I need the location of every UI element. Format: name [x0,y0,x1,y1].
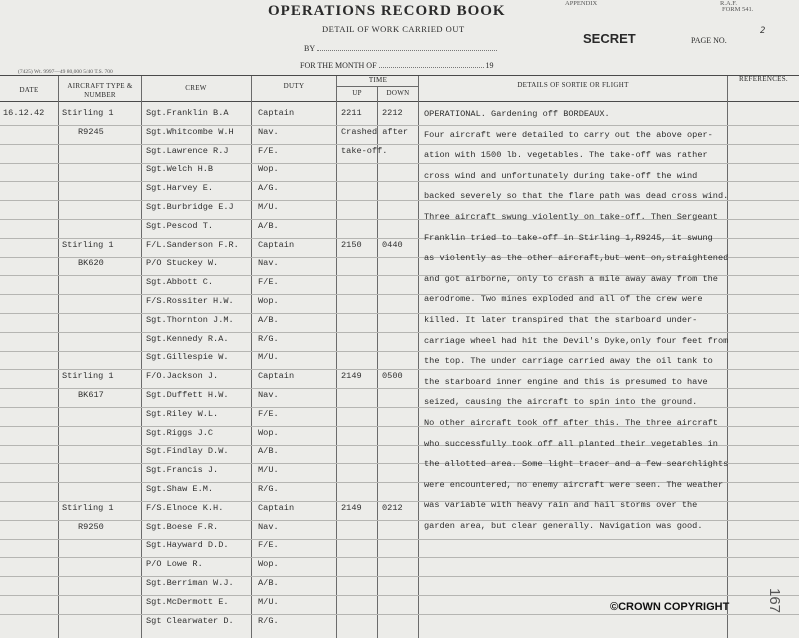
aircraft-cell: BK617 [78,390,104,400]
column-aircraft: AIRCRAFT TYPE & NUMBER [67,82,133,99]
crew-cell: Sgt.Lawrence R.J [146,145,229,156]
page-title: OPERATIONS RECORD BOOK [268,3,506,19]
page-number: 2 [760,26,766,36]
crew-cell: Sgt.Harvey E. [146,183,214,194]
details-line: were encountered, no enemy aircraft were seen. The weather [424,479,724,490]
duty-cell: Wop. [258,559,279,570]
crew-cell: F/S.Rossiter H.W. [146,296,234,306]
crew-cell: F/O.Jackson J. [146,371,219,382]
crew-cell: P/O Stuckey W. [146,258,219,269]
details-line: No other aircraft took off after this. The three aircraft [424,417,718,428]
aircraft-cell: BK620 [78,258,104,269]
details-line: the top. The under carriage carried away the oil tank to [424,356,713,367]
form-label: FORM 541. [722,6,754,13]
details-line: aerodrome. Two mines exploded and all of the crew were [424,294,703,305]
details-line: carriage wheel had hit the Devil's Dyke,only four feet from [424,335,729,346]
details-line: killed. It later transpired that the starboard under- [424,314,698,325]
duty-cell: F/E. [258,145,279,156]
details-line: backed severely so that the flare path was dead cross wind. [424,191,729,202]
page-subtitle: DETAIL OF WORK CARRIED OUT [322,24,465,34]
column-up: UP [352,89,362,97]
details-line: ation with 1500 lb. vegetables. The take-off was rather [424,150,708,161]
by-label: BY [304,44,497,53]
time-up-cell: 2149 [341,502,362,513]
raf-label: R.A.F. [720,0,737,7]
month-label: FOR THE MONTH OF 19 [300,61,494,70]
details-line: who successfully took off all planted their vegetables in [424,438,718,449]
crew-cell: Sgt.Pescod T. [146,220,214,231]
appendix-label: APPENDIX [565,0,598,7]
duty-cell: M/U. [258,352,279,363]
row-rule [0,576,799,577]
sortie-details [424,104,794,536]
details-line: as violently as the other aircraft,but went on,straightened [424,253,729,264]
crew-cell: Sgt.Riggs J.C [146,427,214,438]
column-down: DOWN [386,89,410,97]
details-line: and got airborne, only to crash a mile away away from the [424,273,718,284]
col-rule [141,76,142,638]
duty-cell: F/E. [258,408,279,419]
col-rule [336,76,337,638]
aircraft-cell: Stirling 1 [62,502,114,513]
details-line: the allotted area. Some light tracer and a few searchlights [424,459,729,470]
col-rule [418,76,419,638]
details-line: Franklin tried to take-off in Stirling 1,R9245, it swung [424,232,713,243]
aircraft-cell: Stirling 1 [62,239,114,250]
column-time: TIME [368,76,388,84]
crew-cell: Sgt.Findlay D.W. [146,446,229,457]
details-line: was variable with heavy rain and hail storms over the [424,500,698,511]
col-rule [377,86,378,638]
column-duty: DUTY [283,82,305,90]
crew-cell: Sgt.Hayward D.D. [146,540,229,551]
crew-cell: Sgt.Francis J. [146,465,219,476]
crew-cell: Sgt.Shaw E.M. [146,484,214,494]
time-up-cell: 2150 [341,239,362,250]
time-down-cell: 0212 [382,502,403,513]
duty-cell: M/U. [258,596,279,607]
crew-cell: Sgt.Boese F.R. [146,521,219,532]
duty-cell: Captain [258,239,295,250]
row-rule [0,614,799,615]
duty-cell: A/B. [258,220,279,231]
crew-cell: F/L.Sanderson F.R. [146,239,239,250]
details-line: Four aircraft were detailed to carry out the above oper- [424,129,713,140]
print-code: (7425) Wt. 9997—49 80,000 5/40 T.S. 700 [18,69,113,75]
crew-cell: P/O Lowe R. [146,559,203,570]
crew-cell: Sgt.Duffett H.W. [146,390,229,400]
crew-cell: Sgt.Abbott C. [146,277,214,288]
crew-cell: Sgt.McDermott E. [146,596,229,607]
duty-cell: R/G. [258,484,279,494]
time-up-cell: Crashed after [341,126,409,137]
time-down-cell: 0440 [382,239,403,250]
details-line: Three aircraft swung violently on take-off. Then Sergeant [424,211,718,222]
crew-cell: Sgt.Berriman W.J. [146,578,234,588]
duty-cell: F/E. [258,540,279,551]
details-line: cross wind and unfortunately during take-off the wind [424,170,698,181]
duty-cell: Nav. [258,126,279,137]
aircraft-cell: R9250 [78,521,104,532]
date-cell: 16.12.42 [3,108,45,118]
duty-cell: A/B. [258,578,279,588]
time-up-cell: take-off. [341,145,388,156]
crew-cell: Sgt.Welch H.B [146,164,214,175]
crew-cell: Sgt.Gillespie W. [146,352,229,363]
column-details: DETAILS OF SORTIE OR FLIGHT [517,81,629,89]
time-up-cell: 2149 [341,371,362,382]
duty-cell: Nav. [258,258,279,269]
col-rule [58,76,59,638]
details-line: garden area, but clear generally. Navigation was good. [424,520,703,531]
crew-cell: Sgt.Franklin B.A [146,108,229,118]
duty-cell: F/E. [258,277,279,288]
crew-cell: Sgt.Burbridge E.J [146,202,234,212]
page-number-label: PAGE NO. [691,36,727,45]
column-crew: CREW [185,84,207,92]
row-rule [0,595,799,596]
copyright-notice: ©CROWN COPYRIGHT [610,601,730,613]
duty-cell: Wop. [258,427,279,438]
crew-cell: Sgt.Thornton J.M. [146,314,234,325]
column-references: REFERENCES. [738,75,788,83]
aircraft-cell: Stirling 1 [62,371,114,382]
page-stamp: 167 [766,587,784,614]
duty-cell: Wop. [258,164,279,175]
duty-cell: M/U. [258,202,279,212]
row-rule [0,539,799,540]
duty-cell: M/U. [258,465,279,476]
details-line: OPERATIONAL. Gardening off BORDEAUX. [424,109,610,119]
duty-cell: Nav. [258,521,279,532]
duty-cell: R/G. [258,615,279,626]
duty-cell: Captain [258,371,295,382]
aircraft-cell: Stirling 1 [62,108,114,118]
duty-cell: A/G. [258,183,279,194]
crew-cell: Sgt.Riley W.L. [146,408,219,419]
time-up-cell: 2211 [341,108,362,118]
details-line: seized, causing the aircraft to spin into the ground. [424,397,698,408]
duty-cell: Captain [258,502,295,513]
duty-cell: A/B. [258,446,279,457]
aircraft-cell: R9245 [78,126,104,137]
details-line: the starboard inner engine and this is presumed to have [424,376,708,387]
classification-stamp: SECRET [583,31,636,46]
col-rule [251,76,252,638]
time-down-cell: 2212 [382,108,403,118]
duty-cell: A/B. [258,314,279,325]
header-bottom-rule [0,101,799,102]
time-down-cell: 0500 [382,371,403,382]
duty-cell: Captain [258,108,295,118]
crew-cell: Sgt.Kennedy R.A. [146,333,229,344]
crew-cell: Sgt.Whitcombe W.H [146,126,234,137]
crew-cell: Sgt Clearwater D. [146,615,234,626]
duty-cell: Wop. [258,296,279,306]
duty-cell: R/G. [258,333,279,344]
crew-cell: F/S.Elnoce K.H. [146,502,224,513]
column-date: DATE [19,86,39,94]
duty-cell: Nav. [258,390,279,400]
row-rule [0,557,799,558]
